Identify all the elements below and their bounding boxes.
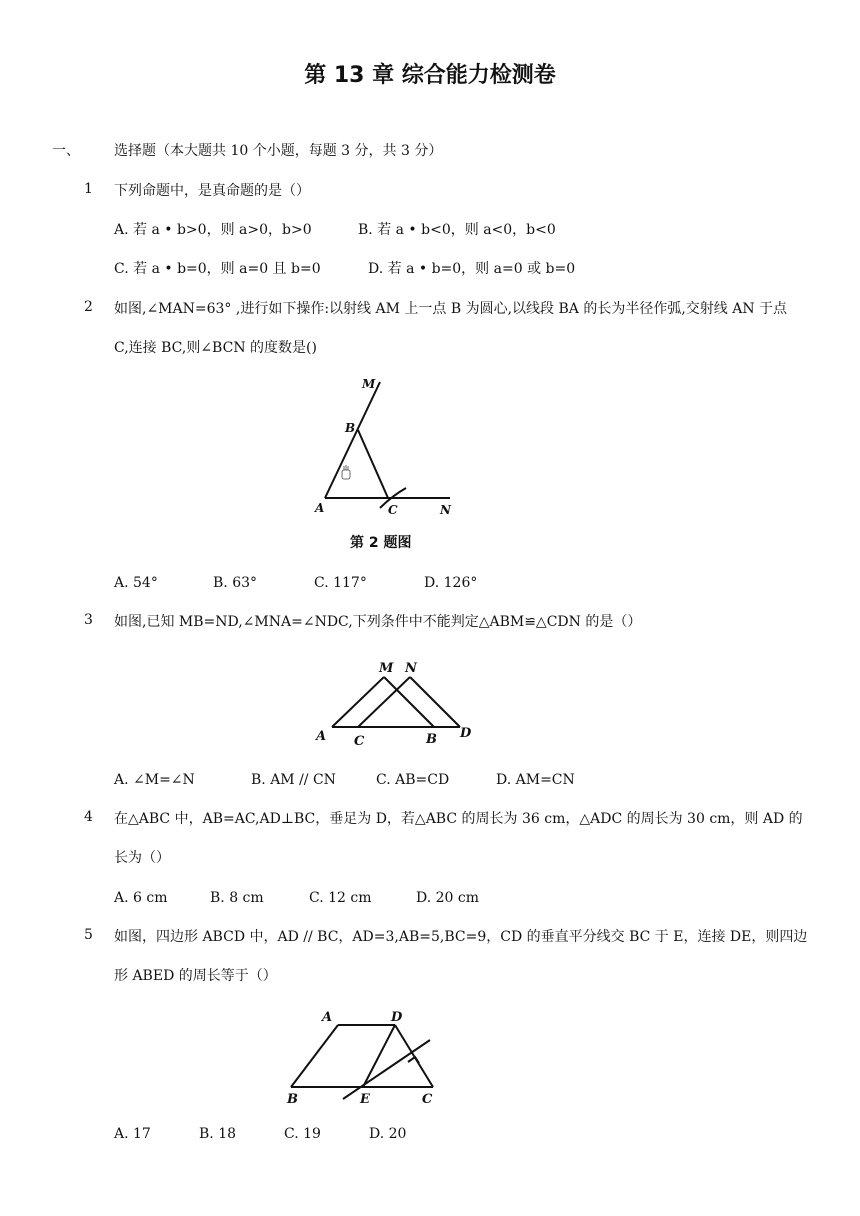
q1-option-a: A. 若 a • b>0，则 a>0，b>0 <box>114 222 312 238</box>
q2-option-c: C. 117° <box>314 575 367 591</box>
question-number-5: 5 <box>84 927 93 943</box>
q1-option-c: C. 若 a • b=0，则 a=0 且 b=0 <box>114 261 321 277</box>
segment-ab <box>291 1025 338 1087</box>
q4-option-c: C. 12 cm <box>309 890 372 906</box>
q2-option-d: D. 126° <box>424 575 478 591</box>
q4-option-a: A. 6 cm <box>114 890 168 906</box>
label-d: D <box>391 1010 403 1025</box>
label-n: N <box>440 503 451 517</box>
label-b: B <box>345 421 356 435</box>
question-number-4: 4 <box>84 809 93 825</box>
question-4-stem-line-1: 在△ABC 中，AB=AC,AD⊥BC，垂足为 D，若△ABC 的周长为 36 cm，△ADC 的周长为 30 cm，则 AD 的 <box>114 811 803 827</box>
q4-option-b: B. 8 cm <box>210 890 264 906</box>
section-heading: 选择题（本大题共 10 个小题，每题 3 分，共 3 分） <box>114 143 443 159</box>
label-c: C <box>388 503 398 517</box>
q5-option-c: C. 19 <box>284 1126 321 1142</box>
segment-dc <box>395 1025 433 1087</box>
perpendicular-bisector <box>343 1040 430 1099</box>
q1-option-b: B. 若 a • b<0，则 a<0，b<0 <box>358 222 556 238</box>
label-c: C <box>354 734 365 749</box>
ray-am <box>325 382 380 498</box>
page-title: 第 13 章 综合能力检测卷 <box>304 63 556 88</box>
q5-option-b: B. 18 <box>199 1126 237 1142</box>
q5-option-d: D. 20 <box>369 1126 407 1142</box>
question-3-stem: 如图,已知 MB=ND,∠MNA=∠NDC,下列条件中不能判定△ABM≌△CDN 的是（） <box>114 614 642 630</box>
q2-option-b: B. 63° <box>213 575 258 591</box>
question-5-stem-line-1: 如图，四边形 ABCD 中，AD // BC，AD=3,AB=5,BC=9，CD 的垂直平分线交 BC 于 E，连接 DE，则四边 <box>114 929 808 945</box>
figure-question-3 <box>312 655 482 750</box>
segment-cn <box>358 677 410 727</box>
q3-option-d: D. AM=CN <box>496 772 575 788</box>
label-e: E <box>360 1092 370 1107</box>
figure-question-2 <box>300 372 470 522</box>
q2-option-a: A. 54° <box>114 575 158 591</box>
question-number-1: 1 <box>84 181 93 197</box>
q3-option-a: A. ∠M=∠N <box>114 772 195 788</box>
question-4-stem-line-2: 长为（） <box>114 850 170 866</box>
q3-option-b: B. AM // CN <box>251 772 336 788</box>
q5-option-a: A. 17 <box>114 1126 151 1142</box>
label-a: A <box>322 1010 333 1025</box>
q3-option-c: C. AB=CD <box>376 772 450 788</box>
question-2-stem-line-1: 如图,∠MAN=63° ,进行如下操作:以射线 AM 上一点 B 为圆心,以线段 BA 的长为半径作弧,交射线 AN 于点 <box>114 301 788 317</box>
q1-option-d: D. 若 a • b=0，则 a=0 或 b=0 <box>368 261 576 277</box>
figure-question-5 <box>278 1005 448 1115</box>
label-b: B <box>287 1092 298 1107</box>
segment-mb <box>384 677 434 727</box>
label-a: A <box>316 729 327 744</box>
question-5-stem-line-2: 形 ABED 的周长等于（） <box>114 968 277 984</box>
label-b: B <box>426 732 437 747</box>
segment-de <box>363 1025 395 1087</box>
question-number-3: 3 <box>84 612 93 628</box>
hand-cursor-icon <box>342 465 350 479</box>
label-d: D <box>460 726 472 741</box>
label-m: M <box>362 377 376 391</box>
segment-am <box>332 677 384 727</box>
right-angle-mark <box>408 1057 419 1063</box>
segment-nd <box>410 677 460 727</box>
label-a: A <box>315 501 325 515</box>
q4-option-d: D. 20 cm <box>416 890 480 906</box>
question-1-stem: 下列命题中，是真命题的是（） <box>114 183 310 199</box>
label-m: M <box>379 661 394 676</box>
label-c: C <box>422 1092 433 1107</box>
segment-bc <box>358 430 388 498</box>
question-number-2: 2 <box>84 299 93 315</box>
label-n: N <box>405 661 417 676</box>
section-number: 一、 <box>52 143 80 159</box>
question-2-stem-line-2: C,连接 BC,则∠BCN 的度数是() <box>114 340 317 356</box>
figure-2-caption: 第 2 题图 <box>350 535 412 551</box>
